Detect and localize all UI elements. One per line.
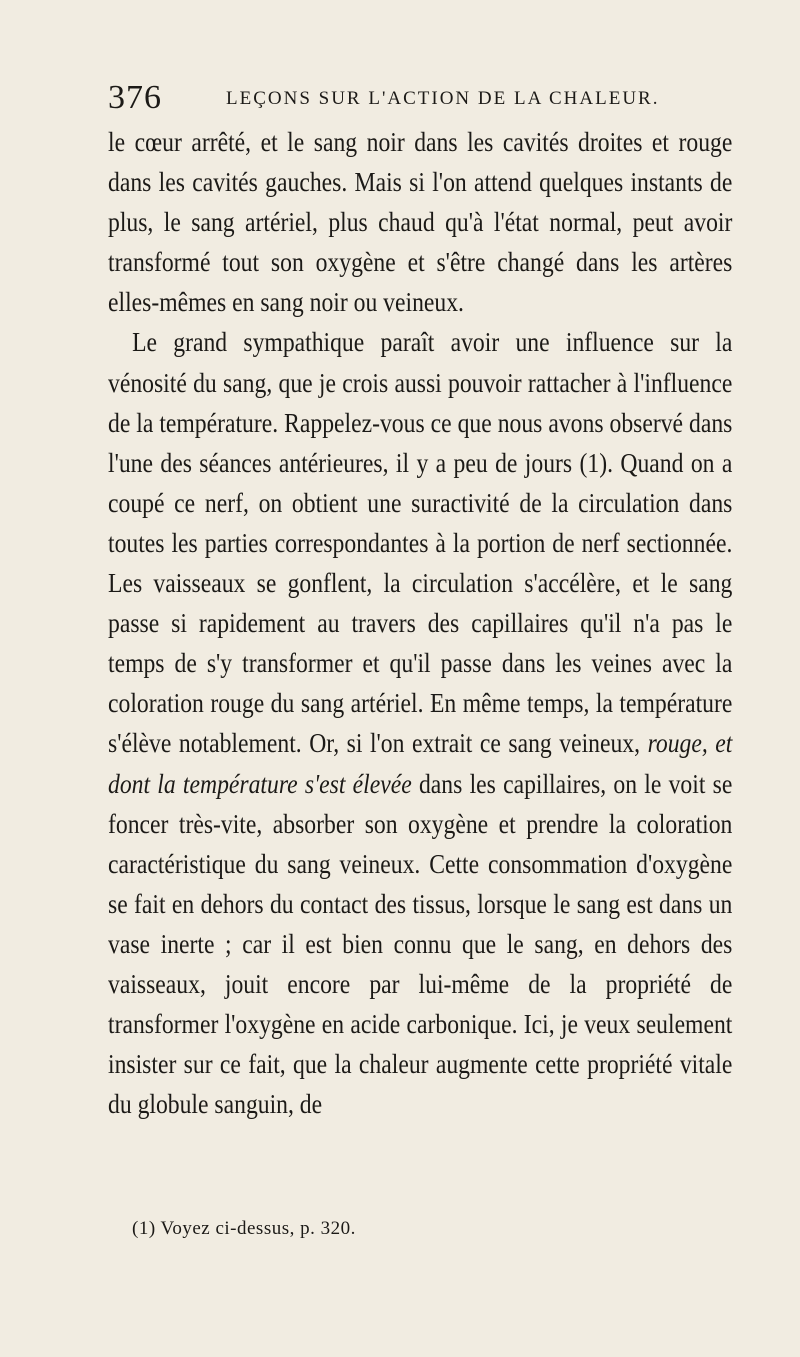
page-header <box>108 78 728 118</box>
paragraph-2-text-before-italic: Le grand sympathique paraît avoir une influence sur la vénosité du sang, que je crois aussi pouvoir rattacher à l'influence de la température. Rappelez-vous ce que nous avons observé dans l'une des séances antérieures, il y a peu de jours (1). Quand on a coupé ce nerf, on obtient une suractivité de la circulation dans toutes les parties correspondantes à la portion de nerf sectionnée. Les vaisseaux se gonflent, la circulation s'accélère, et le sang passe si rapidement au travers des capillaires qu'il n'a pas le temps de s'y transformer et qu'il passe dans les veines avec la coloration rouge du sang artériel. En même temps, la température s'élève notablement. Or, si l'on extrait ce sang veineux, <box>108 326 733 759</box>
footnote: (1) Voyez ci-dessus, p. 320. <box>132 1218 356 1239</box>
paragraph-2-italic-text: rouge, et dont la température s'est élevée <box>108 727 733 799</box>
paragraph-2 <box>108 322 732 1124</box>
paragraph-1: le cœur arrêté, et le sang noir dans les cavités droites et rouge dans les cavités gauches. Mais si l'on attend quelques instants de plus, le sang artériel, plus chaud qu'à l'état normal, peut avoir transformé tout son oxygène et s'être changé dans les artères elles-mêmes en sang noir ou veineux. <box>108 126 733 318</box>
body-text <box>108 122 732 1124</box>
page-number: 376 <box>108 79 162 116</box>
paragraph-2-text-after-italic: dans les capillaires, on le voit se foncer très-vite, absorber son oxygène et prendre la coloration caractéristique du sang veineux. Cette consommation d'oxygène se fait en dehors du contact des tissus, lorsque le sang est dans un vase inerte ; car il est bien connu que le sang, en dehors des vaisseaux, jouit encore par lui-même de la propriété de transformer l'oxygène en acide carbonique. Ici, je veux seulement insister sur ce fait, que la chaleur augmente cette propriété vitale du globule sanguin, de <box>108 767 733 1120</box>
running-title: LEÇONS SUR L'ACTION DE LA CHALEUR. <box>226 88 660 109</box>
